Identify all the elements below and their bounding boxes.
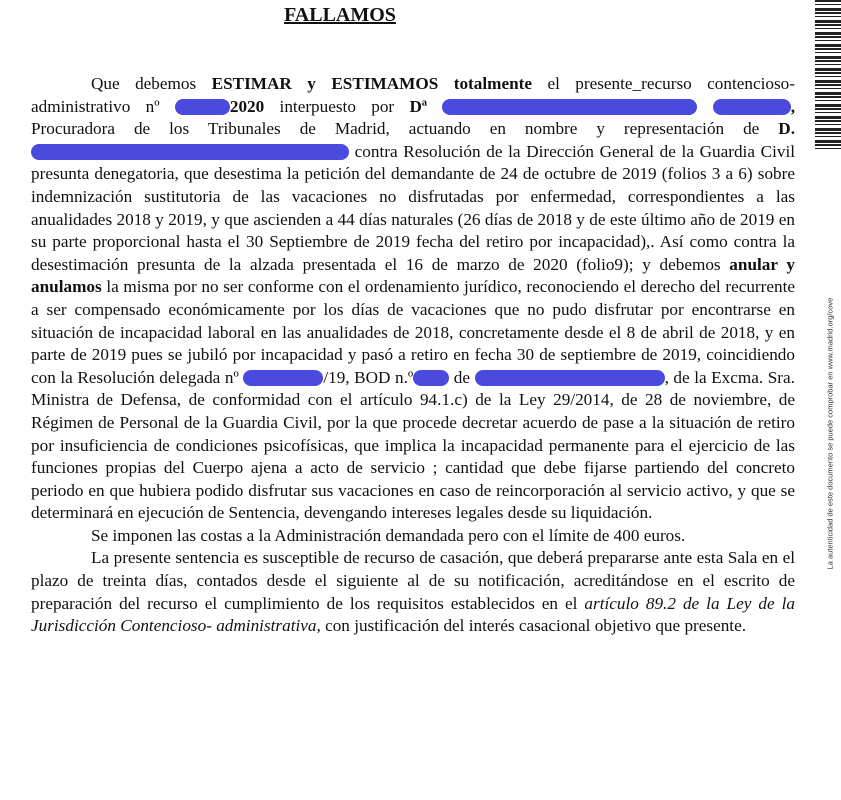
- bold-segment: ESTIMAR y ESTIMAMOS totalmente: [211, 74, 532, 93]
- bold-segment: D.: [778, 119, 795, 139]
- verification-text: La autenticidad de este documento se puede comprobar en www.madrid.org/cove: [825, 297, 835, 570]
- text-segment: la misma por no ser conforme con el ordenamiento jurídico, reconociendo el derecho del recurrente a ser compensado económicamente por los días de vacaciones que no pudo disfrutar por encontrarse en situación de incapacidad laboral en las anualidades de 2018, concretamente desde el 8 de abril de 2018, y en parte de 2019 pues se jubiló por incapacidad y pasó a retiro en fecha 30 de septiembre de 2019, coincidiendo con la Resolución delegada nº: [31, 277, 795, 387]
- redaction-box: [31, 144, 349, 160]
- text-segment: , con justificación del interés casacional objetivo que presente.: [316, 616, 747, 636]
- barcode-image: [815, 0, 841, 150]
- redaction-box: [475, 370, 665, 386]
- bold-segment: anular y anulamos: [31, 254, 795, 297]
- paragraph-appeal: [31, 547, 795, 637]
- text-segment: el presente_recurso contencioso-administrativo nº: [31, 74, 795, 116]
- redaction-box: [243, 370, 323, 386]
- text-segment: de: [449, 367, 475, 387]
- redaction-box: [175, 99, 230, 115]
- side-note: [825, 180, 837, 570]
- redaction-box: [713, 99, 791, 115]
- paragraph-ruling: [31, 73, 795, 525]
- bold-segment: 2020: [229, 96, 265, 116]
- page-title: FALLAMOS: [284, 4, 396, 26]
- redaction-box: [413, 370, 449, 386]
- text-segment: contra Resolución de la Dirección General de la Guardia Civil presunta denegatoria, que desestima la petición del demandante de 24 de octubre de 2019 (folios 3 a 6) sobre indemnización sustitutoria de las vacaciones no disfrutadas por enfermedad, correspondientes a las anualidades 2018 y 2019, y que ascienden a 44 días naturales (26 días de 2018 y de este último año de 2019 en su parte proporcional hasta el 30 Septiembre de 2019 fecha del retiro por incapacidad),. Así como contra la desestimación presunta de la alzada presentada el 16 de marzo de 2020 (folio9); y debemos: [31, 141, 795, 274]
- text-segment: interpuesto por: [264, 96, 410, 116]
- paragraph-costs: Se imponen las costas a la Administración demandada pero con el límite de 400 euros.: [91, 525, 686, 545]
- bold-segment: ,: [790, 96, 796, 116]
- ruling-body: [31, 73, 795, 638]
- text-segment: Procuradora de los Tribunales de Madrid, actuando en nombre y representación de: [31, 119, 779, 139]
- bold-segment: Dª: [409, 96, 428, 116]
- text-segment: /19, BOD n.º: [323, 367, 414, 387]
- text-segment: , de la Excma. Sra. Ministra de Defensa, de conformidad con el artículo 94.1.c) de la Ley 29/2014, de 28 de noviembre, de Régimen de Personal de la Guardia Civil, por la que procede decretar acuerdo de pase a la situación de retiro por insuficiencia de condiciones psicofísicas, que implica la incapacidad permanente para el ejercicio de las funciones propias del Cuerpo ajena a acto de servicio ; cantidad que debe fijarse partiendo del concreto periodo en que hubiera podido disfrutar sus vacaciones en caso de reincorporación al servicio activo, y que se determinará en ejecución de Sentencia, devengando intereses legales desde su liquidación.: [31, 367, 795, 523]
- text-segment: Que debemos: [91, 74, 212, 93]
- redaction-box: [442, 99, 697, 115]
- text-segment: La presente sentencia es susceptible de recurso de casación, que deberá prepararse ante esta Sala en el plazo de treinta días, contados desde el siguiente al de su notificación, acreditándose en el escrito de preparación del recurso el cumplimiento de los requisitos establecidos en el: [31, 548, 795, 613]
- italic-segment: artículo 89.2 de la Ley de la Jurisdicción Contencioso- administrativa: [31, 593, 795, 636]
